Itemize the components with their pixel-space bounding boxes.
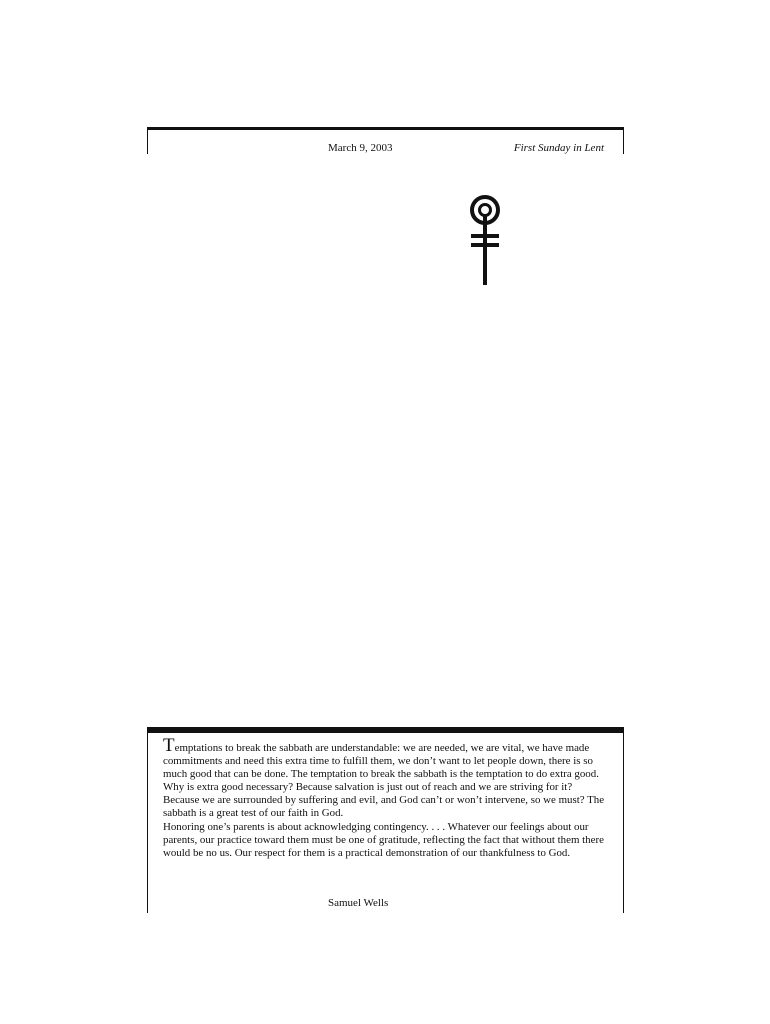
quote-paragraph-2: Honoring one’s parents is about acknowledging contingency. . . . Whatever our feelings about our parents, our practice toward them must be one of gratitude, reflecting the fact that without them there would be no us. Our respect for them is a practical demonstration of our thankfulness to God. <box>163 821 604 860</box>
drop-cap: T <box>163 735 175 756</box>
quote-body <box>163 735 609 860</box>
header-date: March 9, 2003 <box>328 142 393 154</box>
quote-attribution: Samuel Wells <box>328 897 389 909</box>
quote-paragraph-1 <box>163 735 609 819</box>
ringed-cross-emblem-icon <box>466 193 504 286</box>
quote-paragraph-1-text: emptations to break the sabbath are understandable: we are needed, we are vital, we have made commitments and need this extra time to fulfill them, we don’t want to let people down, there is so much good that can be done. The temptation to break the sabbath is the temptation to do extra good. Why is extra good necessary? Because salvation is just out of reach and we are striving for it? Because we are surrounded by suffering and evil, and God can’t or won’t intervene, so we must? The sabbath is a great test of our faith in God. <box>163 742 605 819</box>
header-occasion: First Sunday in Lent <box>513 142 604 154</box>
